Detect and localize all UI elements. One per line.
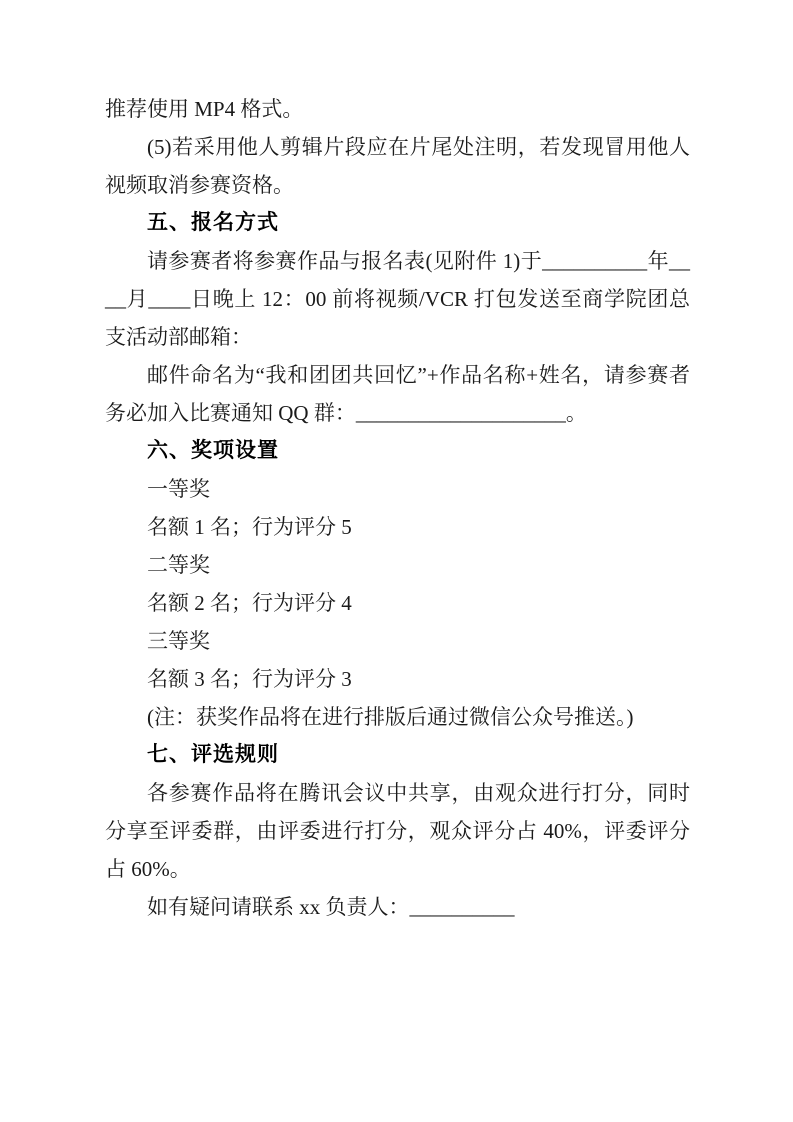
paragraph: 名额 1 名；行为评分 5 <box>147 515 352 539</box>
paragraph: 一等奖 <box>147 477 210 501</box>
paragraph: (5)若采用他人剪辑片段应在片尾处注明，若发现冒用他人视频取消参赛资格。 <box>105 135 690 197</box>
paragraph: 邮件命名为“我和团团共回忆”+作品名称+姓名，请参赛者务必加入比赛通知 QQ 群：____________________。 <box>105 363 690 425</box>
paragraph: 推荐使用 MP4 格式。 <box>105 97 304 121</box>
paragraph: 名额 2 名；行为评分 4 <box>147 591 352 615</box>
paragraph: 三等奖 <box>147 629 210 653</box>
paragraph: 名额 3 名；行为评分 3 <box>147 667 352 691</box>
paragraph: 请参赛者将参赛作品与报名表(见附件 1)于__________年____月____日晚上 12：00 前将视频/VCR 打包发送至商学院团总支活动部邮箱： <box>105 249 690 349</box>
document-body <box>105 90 690 926</box>
section-heading: 六、奖项设置 <box>147 439 279 462</box>
paragraph: 二等奖 <box>147 553 210 577</box>
section-heading: 七、评选规则 <box>147 743 279 766</box>
paragraph: (注：获奖作品将在进行排版后通过微信公众号推送。) <box>147 705 634 729</box>
paragraph: 各参赛作品将在腾讯会议中共享，由观众进行打分，同时分享至评委群，由评委进行打分，观众评分占 40%，评委评分占 60%。 <box>105 781 690 881</box>
section-heading: 五、报名方式 <box>147 211 279 234</box>
paragraph: 如有疑问请联系 xx 负责人：__________ <box>147 895 515 919</box>
